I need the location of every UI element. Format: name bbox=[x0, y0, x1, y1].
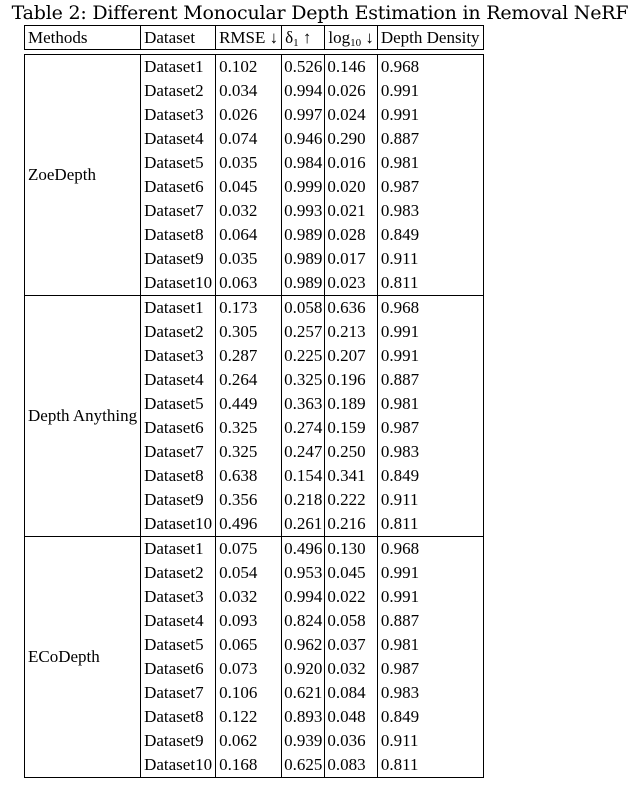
rmse-cell: 0.106 bbox=[216, 681, 282, 705]
header-rmse: RMSE ↓ bbox=[216, 26, 282, 50]
method-cell: Depth Anything bbox=[25, 296, 141, 537]
log10-cell: 0.024 bbox=[325, 103, 377, 127]
rmse-cell: 0.264 bbox=[216, 368, 282, 392]
delta1-cell: 0.261 bbox=[282, 512, 325, 537]
dataset-cell: Dataset3 bbox=[141, 585, 216, 609]
rmse-cell: 0.035 bbox=[216, 247, 282, 271]
header-delta-subscript: 1 bbox=[293, 36, 299, 49]
log10-cell: 0.130 bbox=[325, 537, 377, 562]
rmse-cell: 0.063 bbox=[216, 271, 282, 296]
dataset-cell: Dataset6 bbox=[141, 416, 216, 440]
method-cell: ZoeDepth bbox=[25, 55, 141, 296]
rmse-cell: 0.449 bbox=[216, 392, 282, 416]
depth-density-cell: 0.987 bbox=[377, 175, 483, 199]
rmse-cell: 0.325 bbox=[216, 440, 282, 464]
rmse-cell: 0.054 bbox=[216, 561, 282, 585]
dataset-cell: Dataset7 bbox=[141, 199, 216, 223]
depth-density-cell: 0.981 bbox=[377, 633, 483, 657]
log10-cell: 0.037 bbox=[325, 633, 377, 657]
depth-density-cell: 0.991 bbox=[377, 561, 483, 585]
rmse-cell: 0.073 bbox=[216, 657, 282, 681]
log10-cell: 0.021 bbox=[325, 199, 377, 223]
depth-density-cell: 0.968 bbox=[377, 55, 483, 80]
delta1-cell: 0.989 bbox=[282, 223, 325, 247]
log10-cell: 0.159 bbox=[325, 416, 377, 440]
header-log-subscript: 10 bbox=[350, 36, 362, 49]
delta1-cell: 0.989 bbox=[282, 247, 325, 271]
dataset-cell: Dataset8 bbox=[141, 705, 216, 729]
delta1-cell: 0.257 bbox=[282, 320, 325, 344]
delta1-cell: 0.363 bbox=[282, 392, 325, 416]
dataset-cell: Dataset9 bbox=[141, 247, 216, 271]
depth-density-cell: 0.987 bbox=[377, 657, 483, 681]
log10-cell: 0.048 bbox=[325, 705, 377, 729]
depth-density-cell: 0.911 bbox=[377, 488, 483, 512]
depth-density-cell: 0.983 bbox=[377, 440, 483, 464]
dataset-cell: Dataset8 bbox=[141, 464, 216, 488]
table-row bbox=[25, 55, 484, 80]
log10-cell: 0.084 bbox=[325, 681, 377, 705]
depth-density-cell: 0.987 bbox=[377, 416, 483, 440]
dataset-cell: Dataset1 bbox=[141, 537, 216, 562]
dataset-cell: Dataset7 bbox=[141, 440, 216, 464]
log10-cell: 0.290 bbox=[325, 127, 377, 151]
depth-density-cell: 0.968 bbox=[377, 296, 483, 321]
dataset-cell: Dataset9 bbox=[141, 488, 216, 512]
rmse-cell: 0.034 bbox=[216, 79, 282, 103]
header-log10 bbox=[325, 26, 377, 50]
log10-cell: 0.196 bbox=[325, 368, 377, 392]
delta1-cell: 0.999 bbox=[282, 175, 325, 199]
depth-density-cell: 0.849 bbox=[377, 705, 483, 729]
depth-density-cell: 0.911 bbox=[377, 729, 483, 753]
delta1-cell: 0.993 bbox=[282, 199, 325, 223]
dataset-cell: Dataset10 bbox=[141, 271, 216, 296]
dataset-cell: Dataset5 bbox=[141, 151, 216, 175]
delta1-cell: 0.939 bbox=[282, 729, 325, 753]
depth-density-cell: 0.983 bbox=[377, 681, 483, 705]
delta1-cell: 0.274 bbox=[282, 416, 325, 440]
table-row bbox=[25, 537, 484, 562]
depth-density-cell: 0.991 bbox=[377, 344, 483, 368]
depth-density-cell: 0.887 bbox=[377, 368, 483, 392]
delta1-cell: 0.247 bbox=[282, 440, 325, 464]
depth-density-cell: 0.991 bbox=[377, 103, 483, 127]
depth-density-cell: 0.991 bbox=[377, 79, 483, 103]
rmse-cell: 0.026 bbox=[216, 103, 282, 127]
dataset-cell: Dataset4 bbox=[141, 127, 216, 151]
log10-cell: 0.022 bbox=[325, 585, 377, 609]
rmse-cell: 0.325 bbox=[216, 416, 282, 440]
delta1-cell: 0.621 bbox=[282, 681, 325, 705]
log10-cell: 0.146 bbox=[325, 55, 377, 80]
log10-cell: 0.058 bbox=[325, 609, 377, 633]
delta1-cell: 0.154 bbox=[282, 464, 325, 488]
dataset-cell: Dataset4 bbox=[141, 368, 216, 392]
rmse-cell: 0.173 bbox=[216, 296, 282, 321]
dataset-cell: Dataset3 bbox=[141, 344, 216, 368]
log10-cell: 0.028 bbox=[325, 223, 377, 247]
dataset-cell: Dataset7 bbox=[141, 681, 216, 705]
dataset-cell: Dataset1 bbox=[141, 55, 216, 80]
depth-density-cell: 0.991 bbox=[377, 585, 483, 609]
log10-cell: 0.213 bbox=[325, 320, 377, 344]
rmse-cell: 0.032 bbox=[216, 199, 282, 223]
log10-cell: 0.250 bbox=[325, 440, 377, 464]
header-delta-arrow: ↑ bbox=[298, 27, 312, 47]
delta1-cell: 0.994 bbox=[282, 79, 325, 103]
delta1-cell: 0.946 bbox=[282, 127, 325, 151]
delta1-cell: 0.893 bbox=[282, 705, 325, 729]
depth-density-cell: 0.811 bbox=[377, 753, 483, 778]
log10-cell: 0.032 bbox=[325, 657, 377, 681]
delta1-cell: 0.962 bbox=[282, 633, 325, 657]
rmse-cell: 0.064 bbox=[216, 223, 282, 247]
delta1-cell: 0.920 bbox=[282, 657, 325, 681]
log10-cell: 0.341 bbox=[325, 464, 377, 488]
dataset-cell: Dataset10 bbox=[141, 753, 216, 778]
header-depth-density: Depth Density bbox=[377, 26, 483, 50]
rmse-cell: 0.075 bbox=[216, 537, 282, 562]
log10-cell: 0.020 bbox=[325, 175, 377, 199]
log10-cell: 0.036 bbox=[325, 729, 377, 753]
dataset-cell: Dataset3 bbox=[141, 103, 216, 127]
log10-cell: 0.016 bbox=[325, 151, 377, 175]
dataset-cell: Dataset9 bbox=[141, 729, 216, 753]
dataset-cell: Dataset6 bbox=[141, 175, 216, 199]
header-dataset: Dataset bbox=[141, 26, 216, 50]
delta1-cell: 0.997 bbox=[282, 103, 325, 127]
rmse-cell: 0.065 bbox=[216, 633, 282, 657]
dataset-cell: Dataset1 bbox=[141, 296, 216, 321]
delta1-cell: 0.218 bbox=[282, 488, 325, 512]
depth-density-cell: 0.887 bbox=[377, 127, 483, 151]
depth-density-cell: 0.811 bbox=[377, 512, 483, 537]
dataset-cell: Dataset5 bbox=[141, 633, 216, 657]
delta1-cell: 0.953 bbox=[282, 561, 325, 585]
depth-density-cell: 0.887 bbox=[377, 609, 483, 633]
delta1-cell: 0.325 bbox=[282, 368, 325, 392]
log10-cell: 0.222 bbox=[325, 488, 377, 512]
rmse-cell: 0.168 bbox=[216, 753, 282, 778]
delta1-cell: 0.526 bbox=[282, 55, 325, 80]
dataset-cell: Dataset2 bbox=[141, 79, 216, 103]
rmse-cell: 0.496 bbox=[216, 512, 282, 537]
rmse-cell: 0.062 bbox=[216, 729, 282, 753]
rmse-cell: 0.074 bbox=[216, 127, 282, 151]
depth-density-cell: 0.849 bbox=[377, 223, 483, 247]
rmse-cell: 0.638 bbox=[216, 464, 282, 488]
header-log-prefix: log bbox=[328, 27, 351, 47]
dataset-cell: Dataset2 bbox=[141, 320, 216, 344]
table-body bbox=[25, 50, 484, 778]
log10-cell: 0.026 bbox=[325, 79, 377, 103]
depth-density-cell: 0.849 bbox=[377, 464, 483, 488]
rmse-cell: 0.102 bbox=[216, 55, 282, 80]
rmse-cell: 0.287 bbox=[216, 344, 282, 368]
delta1-cell: 0.058 bbox=[282, 296, 325, 321]
depth-density-cell: 0.911 bbox=[377, 247, 483, 271]
depth-density-cell: 0.811 bbox=[377, 271, 483, 296]
dataset-cell: Dataset10 bbox=[141, 512, 216, 537]
log10-cell: 0.023 bbox=[325, 271, 377, 296]
delta1-cell: 0.989 bbox=[282, 271, 325, 296]
rmse-cell: 0.035 bbox=[216, 151, 282, 175]
log10-cell: 0.045 bbox=[325, 561, 377, 585]
dataset-cell: Dataset6 bbox=[141, 657, 216, 681]
table-row bbox=[25, 296, 484, 321]
rmse-cell: 0.093 bbox=[216, 609, 282, 633]
log10-cell: 0.083 bbox=[325, 753, 377, 778]
log10-cell: 0.207 bbox=[325, 344, 377, 368]
delta1-cell: 0.225 bbox=[282, 344, 325, 368]
rmse-cell: 0.305 bbox=[216, 320, 282, 344]
delta1-cell: 0.984 bbox=[282, 151, 325, 175]
rmse-cell: 0.122 bbox=[216, 705, 282, 729]
table-caption: Table 2: Different Monocular Depth Estimation in Removal NeRF bbox=[11, 2, 629, 24]
log10-cell: 0.636 bbox=[325, 296, 377, 321]
header-row bbox=[25, 26, 484, 50]
delta1-cell: 0.994 bbox=[282, 585, 325, 609]
rmse-cell: 0.045 bbox=[216, 175, 282, 199]
log10-cell: 0.017 bbox=[325, 247, 377, 271]
depth-density-cell: 0.991 bbox=[377, 320, 483, 344]
dataset-cell: Dataset4 bbox=[141, 609, 216, 633]
delta1-cell: 0.824 bbox=[282, 609, 325, 633]
header-log-arrow: ↓ bbox=[361, 27, 374, 47]
dataset-cell: Dataset8 bbox=[141, 223, 216, 247]
dataset-cell: Dataset2 bbox=[141, 561, 216, 585]
header-methods: Methods bbox=[25, 26, 141, 50]
header-delta-symbol: δ bbox=[285, 27, 294, 47]
depth-density-cell: 0.981 bbox=[377, 151, 483, 175]
rmse-cell: 0.356 bbox=[216, 488, 282, 512]
dataset-cell: Dataset5 bbox=[141, 392, 216, 416]
depth-density-cell: 0.968 bbox=[377, 537, 483, 562]
header-delta1 bbox=[282, 26, 325, 50]
delta1-cell: 0.625 bbox=[282, 753, 325, 778]
delta1-cell: 0.496 bbox=[282, 537, 325, 562]
depth-density-cell: 0.983 bbox=[377, 199, 483, 223]
results-table bbox=[24, 25, 484, 778]
log10-cell: 0.216 bbox=[325, 512, 377, 537]
depth-density-cell: 0.981 bbox=[377, 392, 483, 416]
rmse-cell: 0.032 bbox=[216, 585, 282, 609]
method-cell: ECoDepth bbox=[25, 537, 141, 778]
log10-cell: 0.189 bbox=[325, 392, 377, 416]
